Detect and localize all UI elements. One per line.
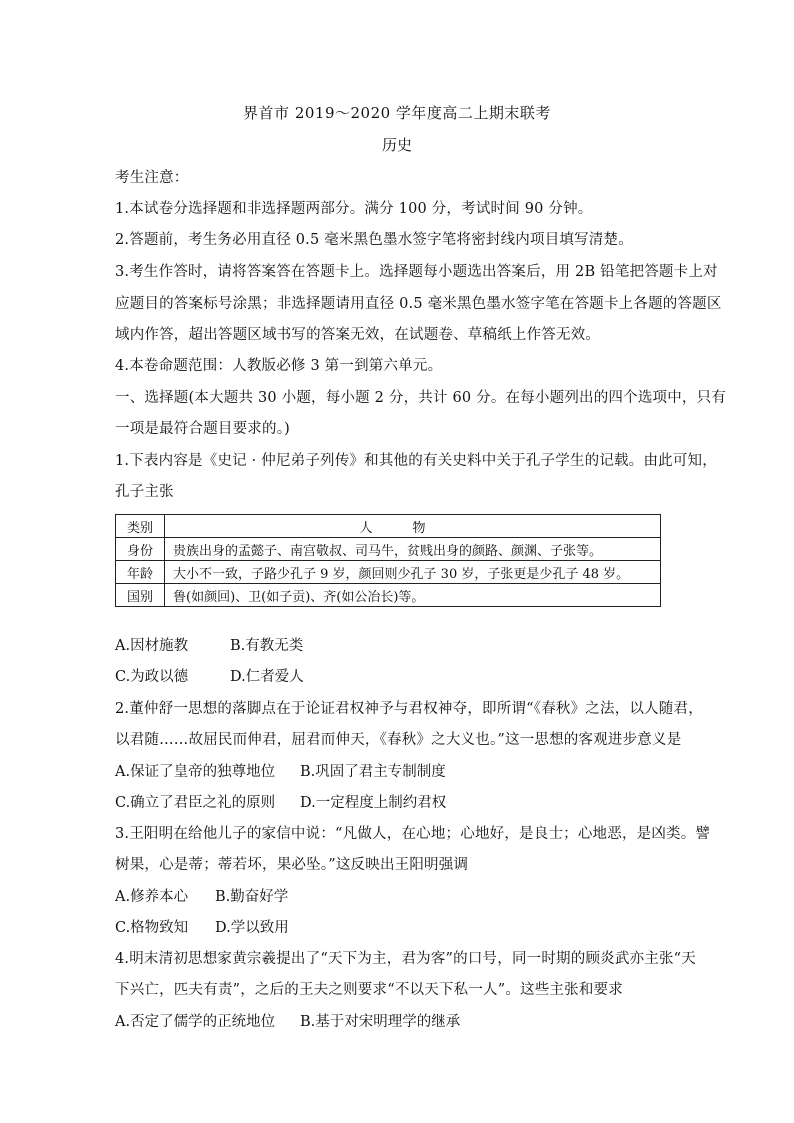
q2-option-d: D.一定程度上制约君权 — [300, 795, 447, 811]
q3-stem: 3.王阳明在给他儿子的家信中说：“凡做人，在心地；心地好，是良士；心地恶，是凶类。譬 — [115, 826, 711, 842]
q1-table — [115, 514, 661, 607]
notice-item: 应题目的答案标号涂黑；非选择题请用直径 0.5 毫米黑色墨水签字笔在答题卡上各题的答题区 — [115, 296, 722, 312]
q3-option-b: B.勤奋好学 — [215, 889, 289, 905]
q1-option-d: D.仁者爱人 — [230, 669, 304, 685]
q3-option-c: C.格物致知 — [115, 920, 189, 936]
notice-heading: 考生注意： — [115, 170, 189, 186]
notice-item: 域内作答，超出答题区域书写的答案无效，在试题卷、草稿纸上作答无效。 — [115, 327, 601, 343]
q2-option-c: C.确立了君臣之礼的原则 — [115, 795, 276, 811]
notice-item: 1.本试卷分选择题和非选择题两部分。满分 100 分，考试时间 90 分钟。 — [115, 201, 593, 217]
table-cell: 年龄 — [116, 561, 165, 584]
q2-option-a: A.保证了皇帝的独尊地位 — [115, 764, 276, 780]
table-row — [116, 561, 661, 584]
table-cell: 身份 — [116, 538, 165, 561]
section-instructions: 一项是最符合题目要求的。) — [115, 421, 291, 437]
q4-stem: 下兴亡，匹夫有责”，之后的王夫之则要求“不以天下私一人”。这些主张和要求 — [115, 982, 623, 998]
q1-option-a: A.因材施教 — [115, 638, 189, 654]
q3-stem: 树果，心是蒂；蒂若坏，果必坠。”这反映出王阳明强调 — [115, 857, 469, 873]
q4-option-b: B.基于对宋明理学的继承 — [300, 1014, 461, 1030]
q1-option-b: B.有教无类 — [230, 638, 304, 654]
q3-option-a: A.修养本心 — [115, 889, 189, 905]
table-cell: 鲁(如颜回)、卫(如子贡)、齐(如公冶长)等。 — [165, 584, 661, 607]
table-header-cell: 人物 — [165, 515, 661, 538]
table-row — [116, 584, 661, 607]
q2-stem: 以君随……故屈民而伸君，屈君而伸天，《春秋》之大义也。”这一思想的客观进步意义是 — [115, 732, 682, 748]
exam-subject: 历史 — [381, 136, 412, 154]
q2-option-b: B.巩固了君主专制制度 — [300, 764, 446, 780]
q2-stem: 2.董仲舒一思想的落脚点在于论证君权神予与君权神夺，即所谓“《春秋》之法，以人随君， — [115, 701, 703, 717]
q3-option-d: D.学以致用 — [215, 920, 289, 936]
exam-title: 界首市 2019～2020 学年度高二上期末联考 — [243, 104, 551, 122]
section-instructions: 一、选择题(本大题共 30 小题，每小题 2 分，共计 60 分。在每小题列出的四个选项中，只有 — [115, 390, 727, 406]
notice-item: 2.答题前，考生务必用直径 0.5 毫米黑色墨水签字笔将密封线内项目填写清楚。 — [115, 232, 633, 248]
table-header-row — [116, 515, 661, 538]
q1-stem: 孔子主张 — [115, 484, 174, 500]
q4-option-a: A.否定了儒学的正统地位 — [115, 1014, 276, 1030]
q1-option-c: C.为政以德 — [115, 669, 189, 685]
table-row — [116, 538, 661, 561]
table-header-cell: 类别 — [116, 515, 165, 538]
notice-item: 3.考生作答时，请将答案答在答题卡上。选择题每小题选出答案后，用 2B 铅笔把答题卡上对 — [115, 264, 718, 280]
q1-stem: 1.下表内容是《史记 · 仲尼弟子列传》和其他的有关史料中关于孔子学生的记载。由此可知， — [115, 453, 717, 469]
table-cell: 国别 — [116, 584, 165, 607]
table-cell: 大小不一致，子路少孔子 9 岁，颜回则少孔子 30 岁，子张更是少孔子 48 岁。 — [165, 561, 661, 584]
q4-stem: 4.明末清初思想家黄宗羲提出了“天下为主，君为客”的口号，同一时期的顾炎武亦主张“天 — [115, 951, 696, 967]
notice-item: 4.本卷命题范围：人教版必修 3 第一到第六单元。 — [115, 358, 443, 374]
table-cell: 贵族出身的孟懿子、南宫敬叔、司马牛，贫贱出身的颜路、颜渊、子张等。 — [165, 538, 661, 561]
